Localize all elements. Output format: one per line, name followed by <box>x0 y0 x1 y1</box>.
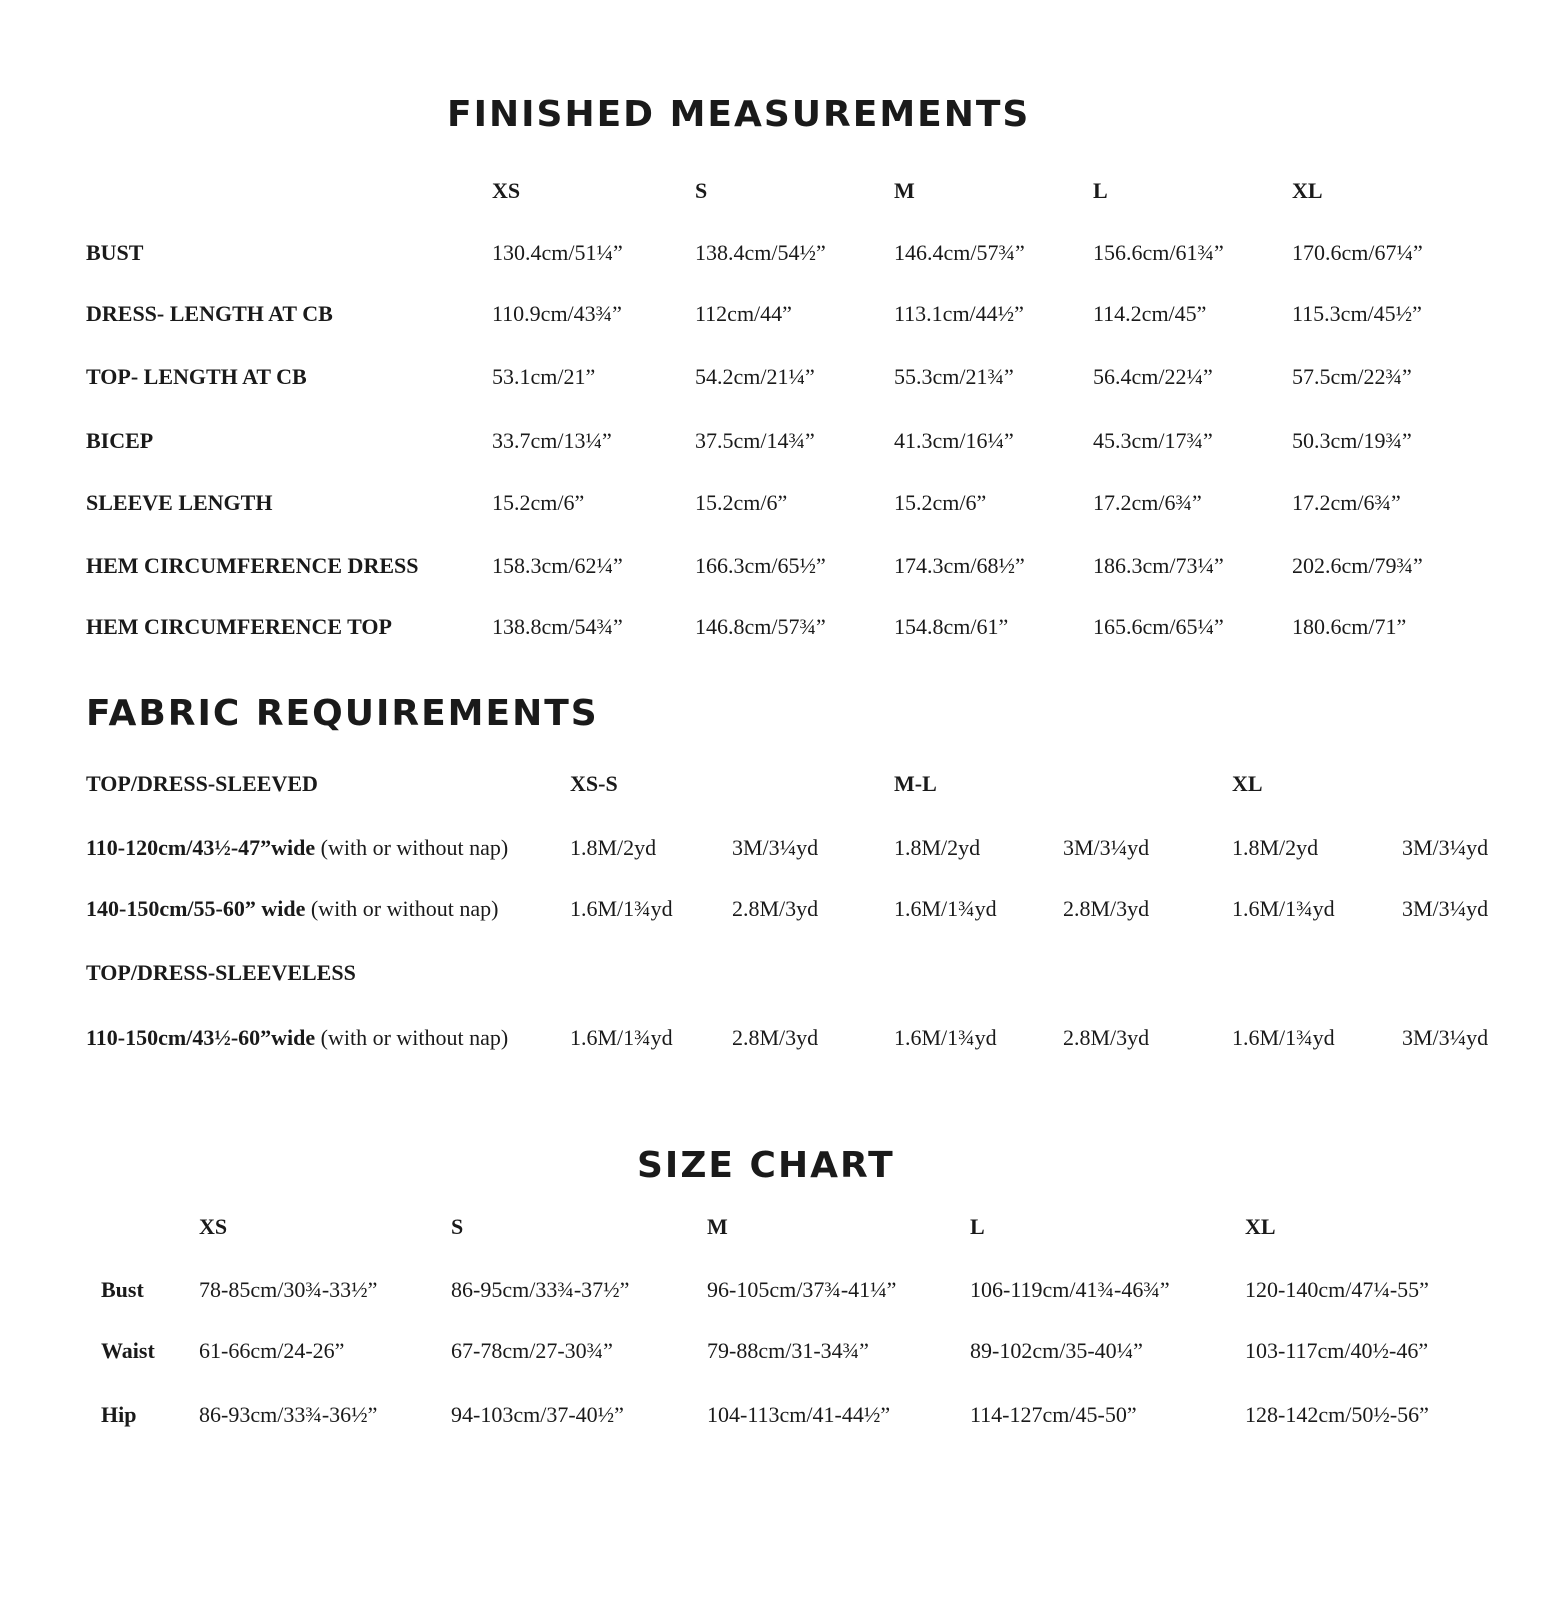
row-label: TOP- LENGTH AT CB <box>86 364 307 389</box>
cell: 54.2cm/21¼” <box>695 364 815 389</box>
cell: 57.5cm/22¾” <box>1292 364 1412 389</box>
cell: 202.6cm/79¾” <box>1292 553 1423 578</box>
cell: 1.6M/1¾yd <box>570 1025 673 1050</box>
cell: 53.1cm/21” <box>492 364 596 389</box>
cell: 2.8M/3yd <box>732 896 819 921</box>
size-l: L <box>970 1214 985 1239</box>
cell: 138.4cm/54½” <box>695 240 826 265</box>
cell: 170.6cm/67¼” <box>1292 240 1423 265</box>
size-s: S <box>451 1214 464 1239</box>
cell: 1.6M/1¾yd <box>894 896 997 921</box>
cell: 166.3cm/65½” <box>695 553 826 578</box>
size-group-xl: XL <box>1232 771 1263 796</box>
fabric-width-bold: 110-150cm/43½-60”wide <box>86 1025 316 1050</box>
row-label: BUST <box>86 240 144 265</box>
fabric-width <box>86 835 508 861</box>
cell: 104-113cm/41-44½” <box>707 1402 891 1427</box>
cell: 61-66cm/24-26” <box>199 1338 345 1363</box>
fabric-nap: (with or without nap) <box>315 1025 509 1050</box>
cell: 17.2cm/6¾” <box>1292 490 1401 515</box>
cell: 110.9cm/43¾” <box>492 301 622 326</box>
cell: 146.8cm/57¾” <box>695 614 826 639</box>
cell: 2.8M/3yd <box>1063 1025 1150 1050</box>
cell: 186.3cm/73¼” <box>1093 553 1224 578</box>
cell: 174.3cm/68½” <box>894 553 1025 578</box>
cell: 15.2cm/6” <box>695 490 788 515</box>
cell: 86-95cm/33¾-37½” <box>451 1277 630 1302</box>
fabric-width-bold: 110-120cm/43½-47”wide <box>86 835 316 860</box>
cell: 2.8M/3yd <box>1063 896 1150 921</box>
size-xl: XL <box>1292 178 1323 203</box>
cell: 1.6M/1¾yd <box>570 896 673 921</box>
fabric-requirements-title: FABRIC REQUIREMENTS <box>86 693 599 734</box>
cell: 3M/3¼yd <box>1063 835 1150 860</box>
row-label: BICEP <box>86 428 154 453</box>
cell: 154.8cm/61” <box>894 614 1009 639</box>
size-s: S <box>695 178 708 203</box>
cell: 103-117cm/40½-46” <box>1245 1338 1429 1363</box>
cell: 106-119cm/41¾-46¾” <box>970 1277 1170 1302</box>
cell: 120-140cm/47¼-55” <box>1245 1277 1429 1302</box>
cell: 37.5cm/14¾” <box>695 428 815 453</box>
cell: 50.3cm/19¾” <box>1292 428 1412 453</box>
row-label: Waist <box>101 1338 155 1363</box>
cell: 112cm/44” <box>695 301 792 326</box>
cell: 1.8M/2yd <box>570 835 657 860</box>
cell: 3M/3¼yd <box>1402 835 1489 860</box>
cell: 115.3cm/45½” <box>1292 301 1422 326</box>
fabric-nap: (with or without nap) <box>315 835 509 860</box>
row-label: HEM CIRCUMFERENCE DRESS <box>86 553 419 578</box>
row-label: Bust <box>101 1277 144 1302</box>
size-xl: XL <box>1245 1214 1276 1239</box>
cell: 94-103cm/37-40½” <box>451 1402 624 1427</box>
size-l: L <box>1093 178 1108 203</box>
cell: 3M/3¼yd <box>732 835 819 860</box>
fabric-width <box>86 896 498 922</box>
cell: 41.3cm/16¼” <box>894 428 1014 453</box>
cell: 17.2cm/6¾” <box>1093 490 1202 515</box>
size-m: M <box>707 1214 728 1239</box>
cell: 114.2cm/45” <box>1093 301 1207 326</box>
cell: 1.8M/2yd <box>894 835 981 860</box>
cell: 33.7cm/13¼” <box>492 428 612 453</box>
cell: 55.3cm/21¾” <box>894 364 1014 389</box>
cell: 1.6M/1¾yd <box>1232 1025 1335 1050</box>
cell: 114-127cm/45-50” <box>970 1402 1137 1427</box>
cell: 56.4cm/22¼” <box>1093 364 1213 389</box>
cell: 113.1cm/44½” <box>894 301 1024 326</box>
fabric-width-bold: 140-150cm/55-60” wide <box>86 896 306 921</box>
size-group-m-l: M-L <box>894 771 937 796</box>
cell: 2.8M/3yd <box>732 1025 819 1050</box>
cell: 156.6cm/61¾” <box>1093 240 1224 265</box>
cell: 67-78cm/27-30¾” <box>451 1338 613 1363</box>
fabric-nap: (with or without nap) <box>305 896 499 921</box>
cell: 138.8cm/54¾” <box>492 614 623 639</box>
cell: 1.6M/1¾yd <box>894 1025 997 1050</box>
sleeveless-heading: TOP/DRESS-SLEEVELESS <box>86 960 356 985</box>
cell: 86-93cm/33¾-36½” <box>199 1402 378 1427</box>
cell: 158.3cm/62¼” <box>492 553 623 578</box>
size-m: M <box>894 178 915 203</box>
cell: 146.4cm/57¾” <box>894 240 1025 265</box>
row-label: Hip <box>101 1402 137 1427</box>
fabric-width <box>86 1025 508 1051</box>
row-label: HEM CIRCUMFERENCE TOP <box>86 614 392 639</box>
size-chart-title: SIZE CHART <box>637 1145 895 1186</box>
row-label: DRESS- LENGTH AT CB <box>86 301 333 326</box>
cell: 180.6cm/71” <box>1292 614 1407 639</box>
size-group-xs-s: XS-S <box>570 771 618 796</box>
cell: 3M/3¼yd <box>1402 1025 1489 1050</box>
cell: 15.2cm/6” <box>894 490 987 515</box>
cell: 130.4cm/51¼” <box>492 240 623 265</box>
cell: 96-105cm/37¾-41¼” <box>707 1277 897 1302</box>
sleeved-heading: TOP/DRESS-SLEEVED <box>86 771 318 796</box>
cell: 165.6cm/65¼” <box>1093 614 1224 639</box>
size-xs: XS <box>199 1214 228 1239</box>
cell: 89-102cm/35-40¼” <box>970 1338 1143 1363</box>
finished-measurements-title: FINISHED MEASUREMENTS <box>447 94 1031 135</box>
cell: 78-85cm/30¾-33½” <box>199 1277 378 1302</box>
cell: 45.3cm/17¾” <box>1093 428 1213 453</box>
row-label: SLEEVE LENGTH <box>86 490 273 515</box>
cell: 3M/3¼yd <box>1402 896 1489 921</box>
cell: 79-88cm/31-34¾” <box>707 1338 869 1363</box>
cell: 1.6M/1¾yd <box>1232 896 1335 921</box>
cell: 1.8M/2yd <box>1232 835 1319 860</box>
size-xs: XS <box>492 178 521 203</box>
cell: 15.2cm/6” <box>492 490 585 515</box>
cell: 128-142cm/50½-56” <box>1245 1402 1429 1427</box>
